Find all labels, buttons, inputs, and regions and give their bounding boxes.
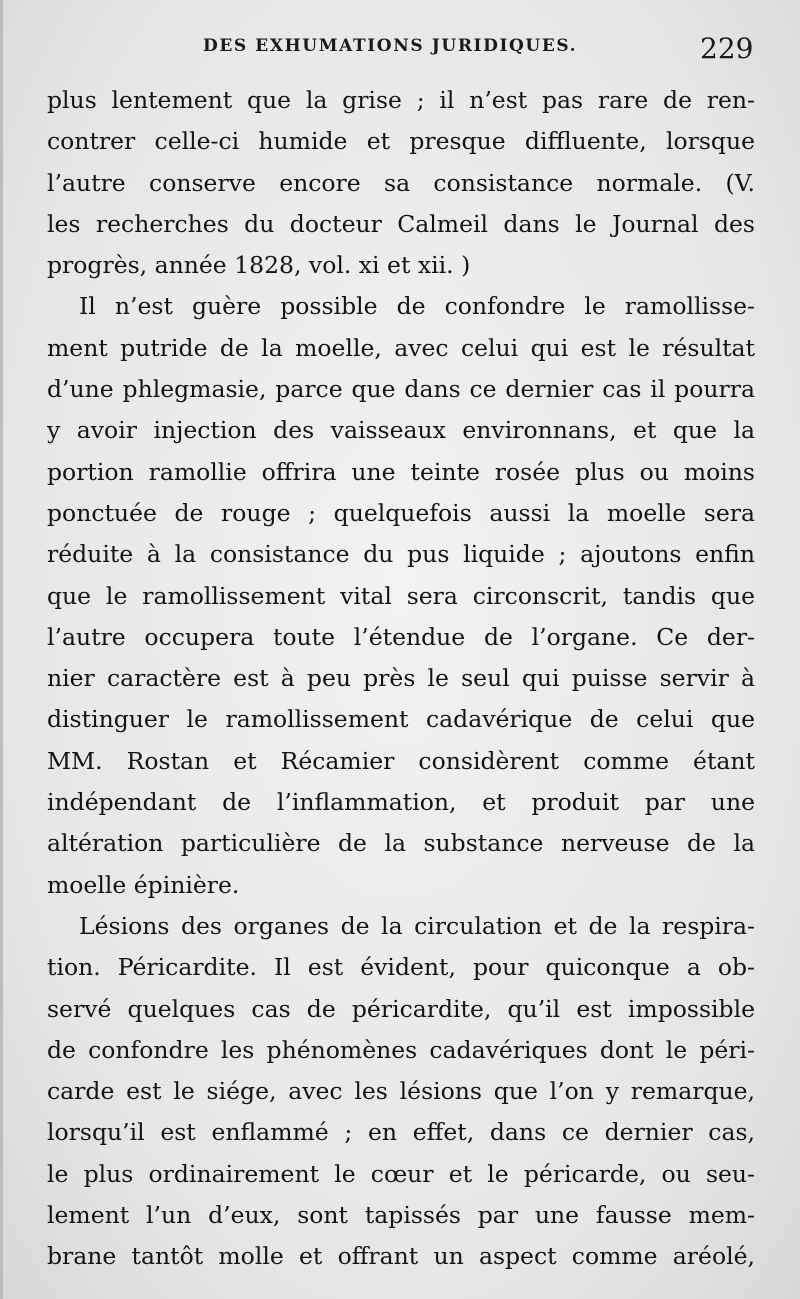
text-line: distinguer le ramollissement cadavérique de celui que [47,705,755,734]
text-line: carde est le siége, avec les lésions que l’on y remarque, [47,1077,755,1106]
scan-edge [0,0,3,1299]
text-line: MM. Rostan et Récamier considèrent comme étant [47,746,755,775]
text-line: moelle épinière. [47,870,240,899]
running-head: DES EXHUMATIONS JURIDIQUES. [203,36,578,56]
text-line: le plus ordinairement le cœur et le péricarde, ou seu- [47,1159,755,1188]
text-line: l’autre conserve encore sa consistance normale. (V. [47,168,755,197]
text-line: brane tantôt molle et offrant un aspect comme aréolé, [47,1242,755,1271]
text-line: lorsqu’il est enflammé ; en effet, dans ce dernier cas, [47,1118,755,1147]
text-line: les recherches du docteur Calmeil dans le Journal des [47,209,755,238]
text-line: réduite à la consistance du pus liquide ; ajoutons enfin [47,540,755,569]
text-line: que le ramollissement vital sera circonscrit, tandis que [47,581,755,610]
page-number: 229 [700,32,754,65]
text-line: progrès, année 1828, vol. xi et xii. ) [47,251,471,280]
text-line: tion. Péricardite. Il est évident, pour quiconque a ob- [47,953,755,982]
text-line: ment putride de la moelle, avec celui qui est le résultat [47,333,755,362]
text-line: lement l’un d’eux, sont tapissés par une fausse mem- [47,1201,755,1230]
text-line: y avoir injection des vaisseaux environnans, et que la [47,416,755,445]
text-line: servé quelques cas de péricardite, qu’il est impossible [47,994,755,1023]
text-line: Il n’est guère possible de confondre le ramollisse- [79,292,755,321]
body-text [47,80,755,1278]
text-line: plus lentement que la grise ; il n’est pas rare de ren- [47,86,755,114]
text-line: altération particulière de la substance nerveuse de la [47,829,755,858]
text-line: indépendant de l’inflammation, et produit par une [47,788,755,817]
text-line: portion ramollie offrira une teinte rosée plus ou moins [47,457,755,486]
text-line: ponctuée de rouge ; quelquefois aussi la moelle sera [47,498,755,527]
text-line: de confondre les phénomènes cadavériques dont le péri- [47,1035,755,1064]
text-line: nier caractère est à peu près le seul qui puisse servir à [47,664,755,693]
text-line: contrer celle-ci humide et presque diffluente, lorsque [47,127,755,156]
text-line: d’une phlegmasie, parce que dans ce dernier cas il pourra [47,375,755,404]
page-header [0,34,800,70]
text-line: Lésions des organes de la circulation et de la respira- [79,911,755,940]
text-line: l’autre occupera toute l’étendue de l’organe. Ce der- [47,622,755,651]
